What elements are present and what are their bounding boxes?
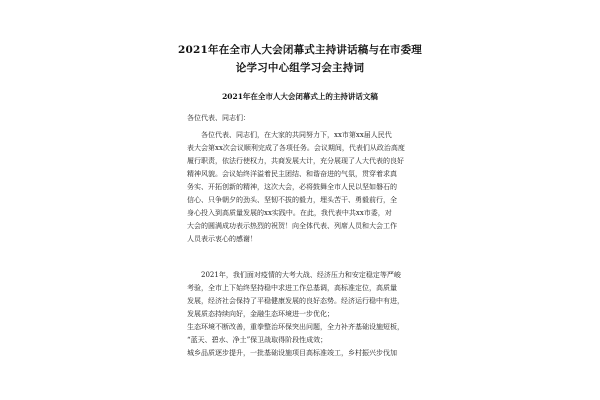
paragraph-line: 2021年，我们面对疫情的大考大战、经济压力和安定稳定等严峻	[201, 271, 401, 279]
paragraph-line: “蓝天、碧水、净土”保卫战取得阶段性成效；	[187, 336, 328, 344]
paragraph-line: 考验，全市上下始终坚持稳中求进工作总基调，高标准定位，高质量	[187, 284, 397, 292]
paragraph-line: 各位代表、同志们，在大家的共同努力下，xx市第xx届人民代	[201, 131, 392, 139]
paragraph-line: 身心投入到高质量发展的xx实践中。在此，我代表中共xx市委，对	[187, 209, 392, 217]
paragraph-line: 大会的圆满成功表示热烈的祝贺！向全体代表、列席人员和大会工作	[187, 222, 397, 230]
document-title-line-1: 2021年在全市人大会闭幕式主持讲话稿与在市委理	[177, 44, 423, 56]
paragraph-line: 生态环境不断改善，重拳整治环保突出问题，全力补齐基础设施短板，	[187, 323, 404, 331]
paragraph-line: 发展，经济社会保持了平稳健康发展的良好态势。经济运行稳中有进，	[187, 297, 404, 305]
paragraph-line: 表大会第xx次会议顺利完成了各项任务。会议期间，代表们从政治高度	[187, 144, 405, 152]
paragraph-line: 城乡品质逐步提升，一批基础设施项目高标准竣工，乡村振兴步伐加	[187, 349, 397, 357]
paragraph-line: 人员表示衷心的感谢！	[187, 235, 257, 243]
paragraph-line: 发展质态持续向好，金融生态环境进一步优化；	[187, 310, 334, 318]
paragraph-line: 务实、开拓创新的精神，这次大会，必将鼓舞全市人民以坚如磐石的	[187, 183, 397, 191]
document-title-line-2: 论学习中心组学习会主持词	[235, 62, 365, 74]
paragraph-line: 信心、只争朝夕的劲头、坚韧不拔的毅力，埋头苦干、勇毅前行，全	[187, 196, 397, 204]
section-title: 2021年在全市人大会闭幕式上的主持讲话文稿	[222, 92, 378, 101]
paragraph-line: 履行职责，依法行使权力，共商发展大计，充分展现了人大代表的良好	[187, 157, 404, 165]
paragraph-line: 精神风貌。会议始终洋溢着民主团结、和谐奋进的气氛，贯穿着求真	[187, 170, 397, 178]
salutation: 各位代表、同志们：	[187, 114, 250, 122]
